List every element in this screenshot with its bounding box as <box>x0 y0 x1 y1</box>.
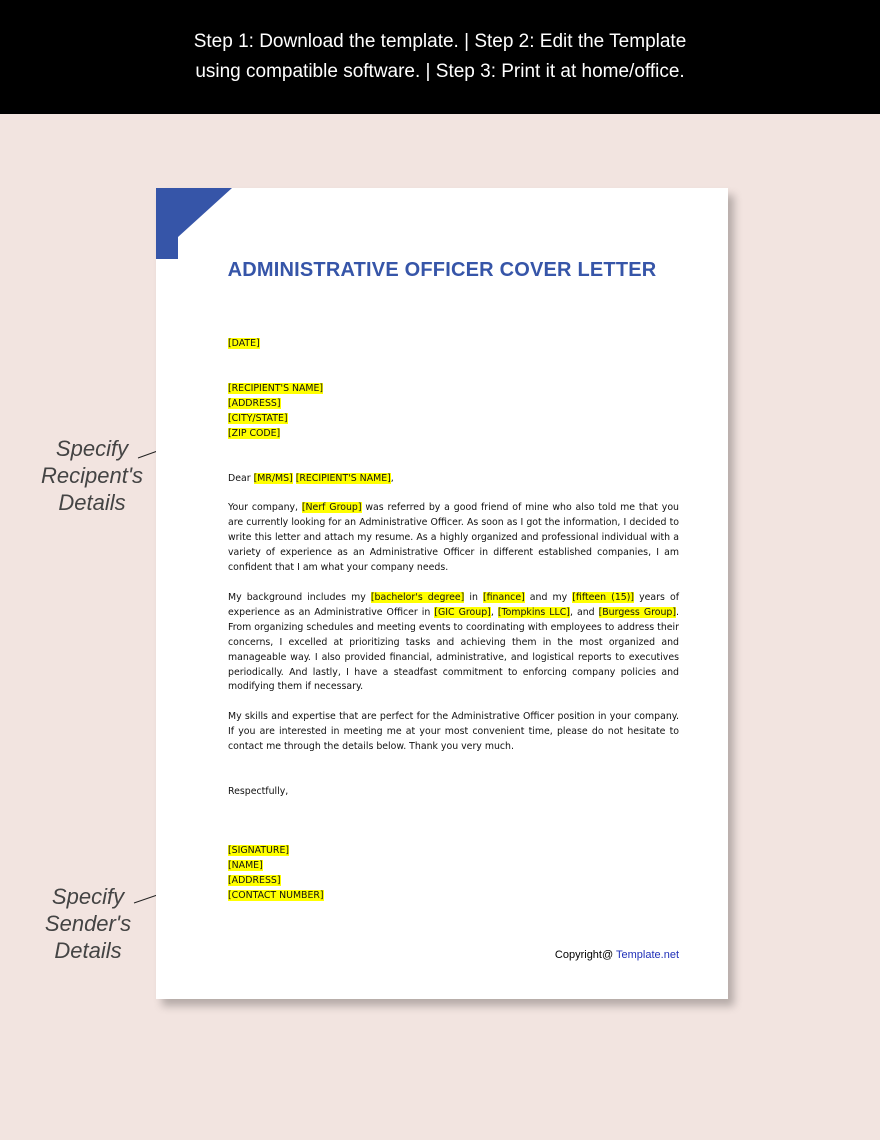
recipient-block <box>228 382 679 442</box>
callout-word: Specify <box>55 436 129 461</box>
banner-line-2: using compatible software. | Step 3: Print it at home/office. <box>195 61 685 82</box>
previous-company-1-field[interactable]: [GIC Group] <box>434 606 491 618</box>
salutation-name-field[interactable]: [RECIPIENT'S NAME] <box>295 472 391 484</box>
paragraph-1: Your company, [Nerf Group] was referred by a good friend of mine who also told me that you are currently looking for an Administrative Officer. As soon as I got the information, I decided to write this letter and attach my resume. As a highly organized and professional individual with a variety of experience as an Administrative Officer in different established companies, I am confident that I am what your company needs. <box>228 502 679 574</box>
sender-address-field[interactable]: [ADDRESS] <box>228 874 281 886</box>
letter-page <box>156 188 728 999</box>
sender-block <box>228 844 679 904</box>
sender-details-callout <box>32 883 144 964</box>
recipient-address-field[interactable]: [ADDRESS] <box>228 397 281 409</box>
template-net-link[interactable]: Template.net <box>616 949 679 961</box>
document-title: ADMINISTRATIVE OFFICER COVER LETTER <box>227 259 657 281</box>
sender-signature-field[interactable]: [SIGNATURE] <box>228 844 290 856</box>
salutation-title-field[interactable]: [MR/MS] <box>253 472 293 484</box>
date-field[interactable]: [DATE] <box>228 338 260 349</box>
company-field[interactable]: [Nerf Group] <box>301 502 362 514</box>
degree-field[interactable]: [bachelor's degree] <box>370 591 465 603</box>
callout-word: Recipent's <box>40 463 144 488</box>
callout-word: Details <box>54 938 122 963</box>
paragraph-2: My background includes my [bachelor's degree] in [finance] and my [fifteen (15)] years of experience as an Administrative Officer in [GIC Group], [Tompkins LLC], and [Burgess Group]. From organizing schedules and meeting events to coordinating with employees to address their concerns, I excelled at prioritizing tasks and achieving them in the most organized and manageable way. I also provided financial, administrative, and logistical reports to executives periodically. And lastly, I have a steadfast commitment to enforcing company policies and modifying them if necessary. <box>228 591 680 693</box>
closing: Respectfully, <box>228 786 289 798</box>
recipient-city-state-field[interactable]: [CITY/STATE] <box>228 412 288 424</box>
sender-contact-field[interactable]: [CONTACT NUMBER] <box>228 889 324 901</box>
paragraph-3: My skills and expertise that are perfect for the Administrative Officer position in your company. If you are interested in meeting me at your most convenient time, please do not hesitate to contact me through the details below. Thank you very much. <box>228 711 679 753</box>
callout-word: Specify <box>51 884 125 909</box>
callout-word: Details <box>58 490 126 515</box>
years-field[interactable]: [fifteen (15)] <box>572 591 635 603</box>
recipient-details-callout <box>34 435 150 516</box>
salutation: Dear [MR/MS] [RECIPIENT'S NAME], <box>228 472 394 484</box>
callout-word: Sender's <box>44 911 132 936</box>
field-of-study-field[interactable]: [finance] <box>482 591 525 603</box>
previous-company-3-field[interactable]: [Burgess Group] <box>598 606 677 618</box>
recipient-name-field[interactable]: [RECIPIENT'S NAME] <box>228 382 324 394</box>
corner-accent-shape <box>156 188 236 263</box>
recipient-zip-field[interactable]: [ZIP CODE] <box>228 427 281 439</box>
previous-company-2-field[interactable]: [Tompkins LLC] <box>497 606 570 618</box>
copyright-notice: Copyright@ Template.net <box>554 949 679 961</box>
banner-line-1: Step 1: Download the template. | Step 2: Edit the Template <box>193 31 687 52</box>
letter-body <box>228 337 679 904</box>
sender-name-field[interactable]: [NAME] <box>228 859 263 871</box>
